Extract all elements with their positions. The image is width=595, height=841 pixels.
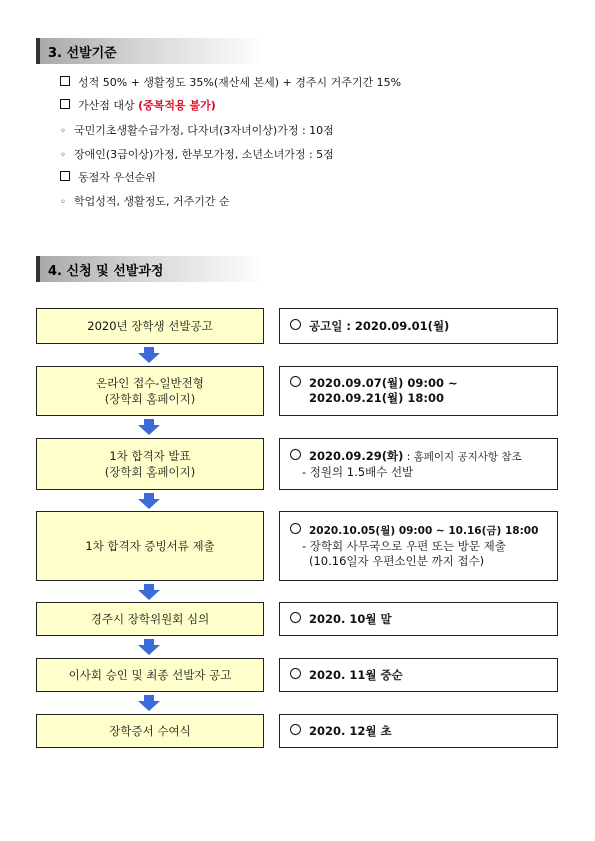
circle-bullet-icon <box>290 523 301 534</box>
section-3-header <box>36 38 266 64</box>
step-4-detail: 2020.10.05(월) 09:00 ~ 10.16(금) 18:00 - 장학회 사무국으로 우편 또는 방문 제출 (10.16일자 우편소인분 까지 접수) <box>279 511 558 581</box>
criteria-line-2: 가산점 대상 (중복적용 불가) <box>60 99 216 113</box>
dot-bullet-icon: ◦ <box>60 197 66 208</box>
square-bullet-icon <box>60 76 70 86</box>
step-6-box: 이사회 승인 및 최종 선발자 공고 <box>36 658 264 692</box>
circle-bullet-icon <box>290 612 301 623</box>
circle-bullet-icon <box>290 724 301 735</box>
circle-bullet-icon <box>290 319 301 330</box>
down-arrow-icon <box>138 419 160 435</box>
step-3-box: 1차 합격자 발표 (장학회 홈페이지) <box>36 438 264 490</box>
no-duplicate-note: (중복적용 불가) <box>138 99 216 112</box>
step-4-box: 1차 합격자 증빙서류 제출 <box>36 511 264 581</box>
step-2-detail: 2020.09.07(월) 09:00 ~ 2020.09.21(월) 18:00 <box>279 366 558 416</box>
step-3-detail: 2020.09.29(화) : 홈페이지 공지사항 참조 - 정원의 1.5배수 선발 <box>279 438 558 490</box>
criteria-line-5: 동점자 우선순위 <box>60 171 156 185</box>
down-arrow-icon <box>138 493 160 509</box>
down-arrow-icon <box>138 347 160 363</box>
step-7-box: 장학증서 수여식 <box>36 714 264 748</box>
down-arrow-icon <box>138 639 160 655</box>
section-3-title: 3. 선발기준 <box>48 46 117 61</box>
square-bullet-icon <box>60 99 70 109</box>
circle-bullet-icon <box>290 449 301 460</box>
dot-bullet-icon: ◦ <box>60 150 66 161</box>
step-5-detail: 2020. 10월 말 <box>279 602 558 636</box>
dot-bullet-icon: ◦ <box>60 126 66 137</box>
circle-bullet-icon <box>290 376 301 387</box>
step-5-box: 경주시 장학위원회 심의 <box>36 602 264 636</box>
criteria-line-3: ◦ 국민기초생활수급가정, 다자녀(3자녀이상)가정 : 10점 <box>60 124 334 137</box>
criteria-line-1: 성적 50% + 생활정도 35%(재산세 본세) + 경주시 거주기간 15% <box>60 76 401 90</box>
section-4-title: 4. 신청 및 선발과정 <box>48 264 164 279</box>
step-7-detail: 2020. 12월 초 <box>279 714 558 748</box>
down-arrow-icon <box>138 695 160 711</box>
square-bullet-icon <box>60 171 70 181</box>
down-arrow-icon <box>138 584 160 600</box>
step-1-box: 2020년 장학생 선발공고 <box>36 308 264 344</box>
step-6-detail: 2020. 11월 중순 <box>279 658 558 692</box>
criteria-line-6: ◦ 학업성적, 생활정도, 거주기간 순 <box>60 195 230 208</box>
section-4-header <box>36 256 266 282</box>
criteria-line-4: ◦ 장애인(3급이상)가정, 한부모가정, 소년소녀가정 : 5점 <box>60 148 334 161</box>
circle-bullet-icon <box>290 668 301 679</box>
step-1-detail: 공고일 : 2020.09.01(월) <box>279 308 558 344</box>
step-2-box: 온라인 접수-일반전형 (장학회 홈페이지) <box>36 366 264 416</box>
